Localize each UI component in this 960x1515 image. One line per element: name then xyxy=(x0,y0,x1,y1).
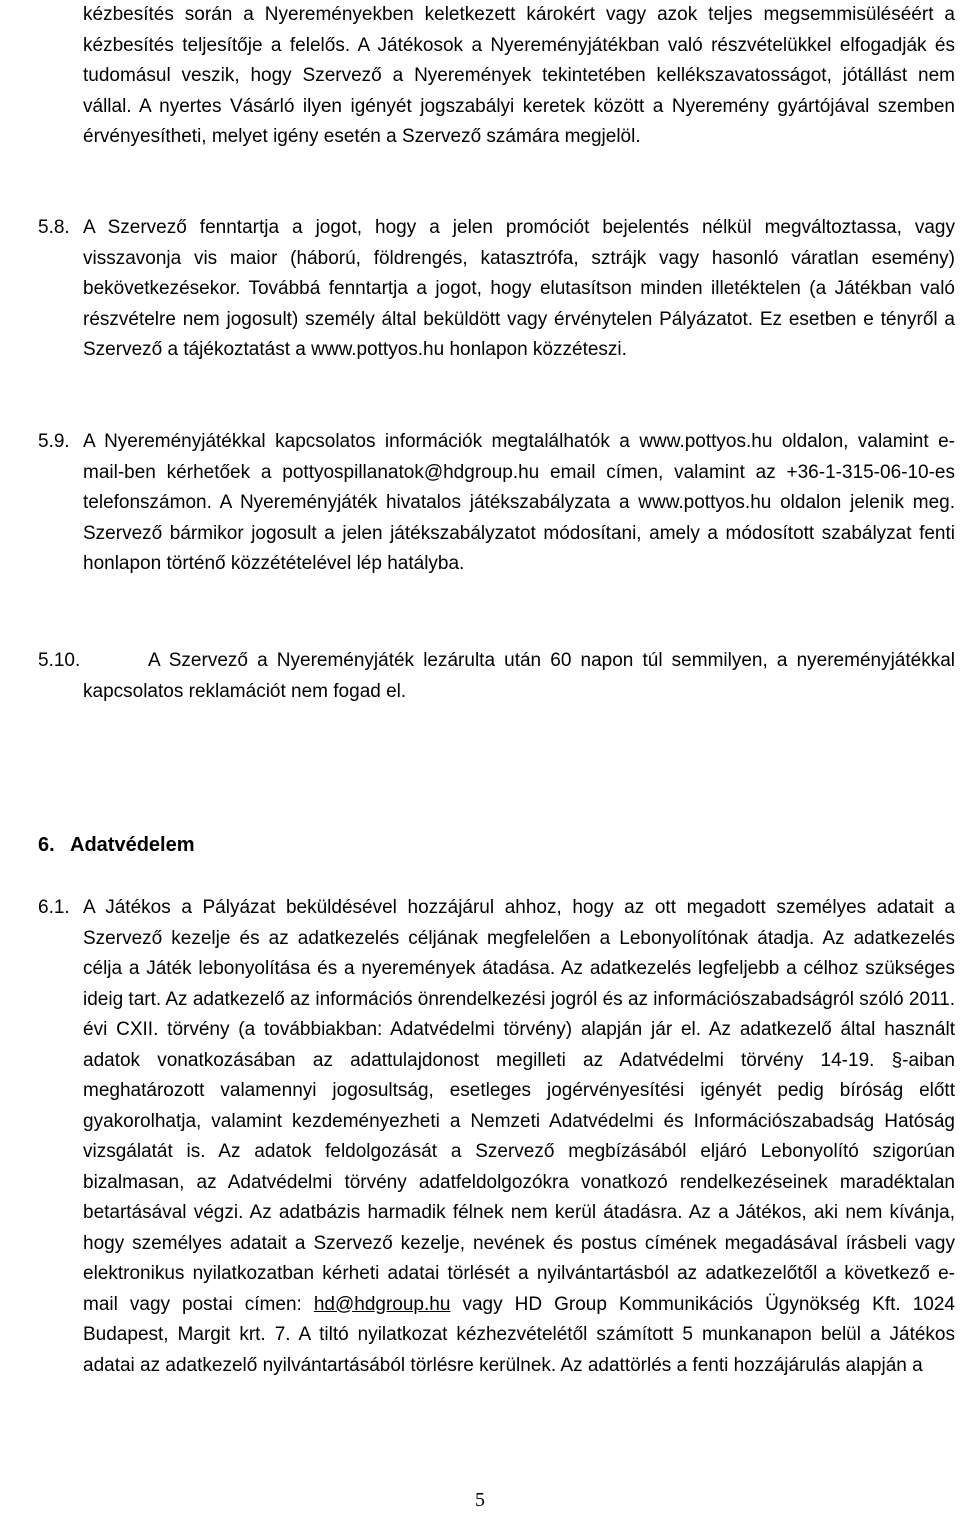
paragraph-number-5-8: 5.8. xyxy=(38,217,70,238)
paragraph-5-7-continuation: kézbesítés során a Nyereményekben keletkezett károkért vagy azok teljes megsemmisüléséért a kézbesítés teljesítője a felelős. A Játékosok a Nyereményjátékban való részvételükkel elfogadják és tudomásul veszik, hogy Szervező a Nyeremények tekintetében kellékszavatosságot, jótállást nem vállal. A nyertes Vásárló ilyen igényét jogszabályi keretek között a Nyeremény gyártójával szemben érvényesítheti, melyet igény esetén a Szervező számára megjelöl. xyxy=(83,4,955,147)
paragraph-6-1 xyxy=(83,893,955,1381)
page-number: 5 xyxy=(475,1489,485,1511)
paragraph-5-9: A Nyereményjátékkal kapcsolatos információk megtalálhatók a www.pottyos.hu oldalon, valamint e-mail-ben kérhetőek a pottyospillanatok@hdgroup.hu email címen, valamint az +36-1-315-06-10-es telefonszámon. A Nyereményjáték hivatalos játékszabályzata a www.pottyos.hu oldalon jelenik meg. Szervező bármikor jogosult a jelen játékszabályzatot módosítani, amely a módosított szabályzat fenti honlapon történő közzétételével lép hatályba. xyxy=(83,431,955,574)
section-heading-title: Adatvédelem xyxy=(70,834,195,856)
paragraph-5-8: A Szervező fenntartja a jogot, hogy a jelen promóciót bejelentés nélkül megváltoztassa, vagy visszavonja vis maior (háború, földrengés, katasztrófa, sztrájk vagy hasonló váratlan esemény) bekövetkezésekor. Továbbá fenntartja a jogot, hogy elutasítson minden illetéktelen (a Játékban való részvételre nem jogosult) személy által beküldött vagy érvénytelen Pályázatot. Ez esetben e tényről a Szervező a tájékoztatást a www.pottyos.hu honlapon közzéteszi. xyxy=(83,217,955,360)
paragraph-5-10: A Szervező a Nyereményjáték lezárulta után 60 napon túl semmilyen, a nyereményjátékkal kapcsolatos reklamációt nem fogad el. xyxy=(83,650,955,702)
section-heading-number: 6. xyxy=(38,834,55,856)
paragraph-number-5-9: 5.9. xyxy=(38,431,70,452)
paragraph-6-1-text-b: vagy HD Group Kommunikációs Ügynökség Kft. 1024 Budapest, Margit krt. 7. A tiltó nyilatkozat kézhezvételétől számított 5 munkanapon belül a Játékos adatai az adatkezelő nyilvántartásából törlésre kerülnek. Az adattörlés a fenti hozzájárulás alapján a xyxy=(83,1293,955,1376)
paragraph-number-6-1: 6.1. xyxy=(38,897,70,918)
section-heading-adatvedelem xyxy=(38,829,195,861)
paragraph-6-1-text-a: A Játékos a Pályázat beküldésével hozzájárul ahhoz, hogy az ott megadott személyes adatait a Szervező kezelje és az adatkezelés céljának megfelelően a Lebonyolítónak átadja. Az adatkezelés célja a Játék lebonyolítása és a nyeremények átadása. Az adatkezelés legfeljebb a célhoz szükséges ideig tart. Az adatkezelő az információs önrendelkezési jogról és az információszabadságról szóló 2011. évi CXII. törvény (a továbbiakban: Adatvédelmi törvény) alapján jár el. Az adatkezelő által használt adatok vonatkozásában az adattulajdonost megilleti az Adatvédelmi törvény 14-19. §-aiban meghatározott valamennyi jogosultság, esetleges jogérvényesítési igényét pedig bíróság előtt gyakorolhatja, valamint kezdeményezheti a Nemzeti Adatvédelmi és Információszabadság Hatóság vizsgálatát is. Az adatok feldolgozását a Szervező megbízásából eljáró Lebonyolító szigorúan bizalmasan, az Adatvédelmi törvény adatfeldolgozókra vonatkozó rendelkezéseinek maradéktalan betartásával végzi. Az adatbázis harmadik félnek nem kerül átadásra. Az a Játékos, aki nem kívánja, hogy személyes adatait a Szervező kezelje, nevének és postus címének megadásával írásbeli vagy elektronikus nyilatkozatban kérheti adatai törlését a nyilvántartásból az adatkezelőtől a következő e-mail vagy postai címen: xyxy=(83,897,956,1315)
paragraph-number-5-10: 5.10. xyxy=(38,650,81,671)
email-link[interactable]: hd@hdgroup.hu xyxy=(313,1293,451,1315)
